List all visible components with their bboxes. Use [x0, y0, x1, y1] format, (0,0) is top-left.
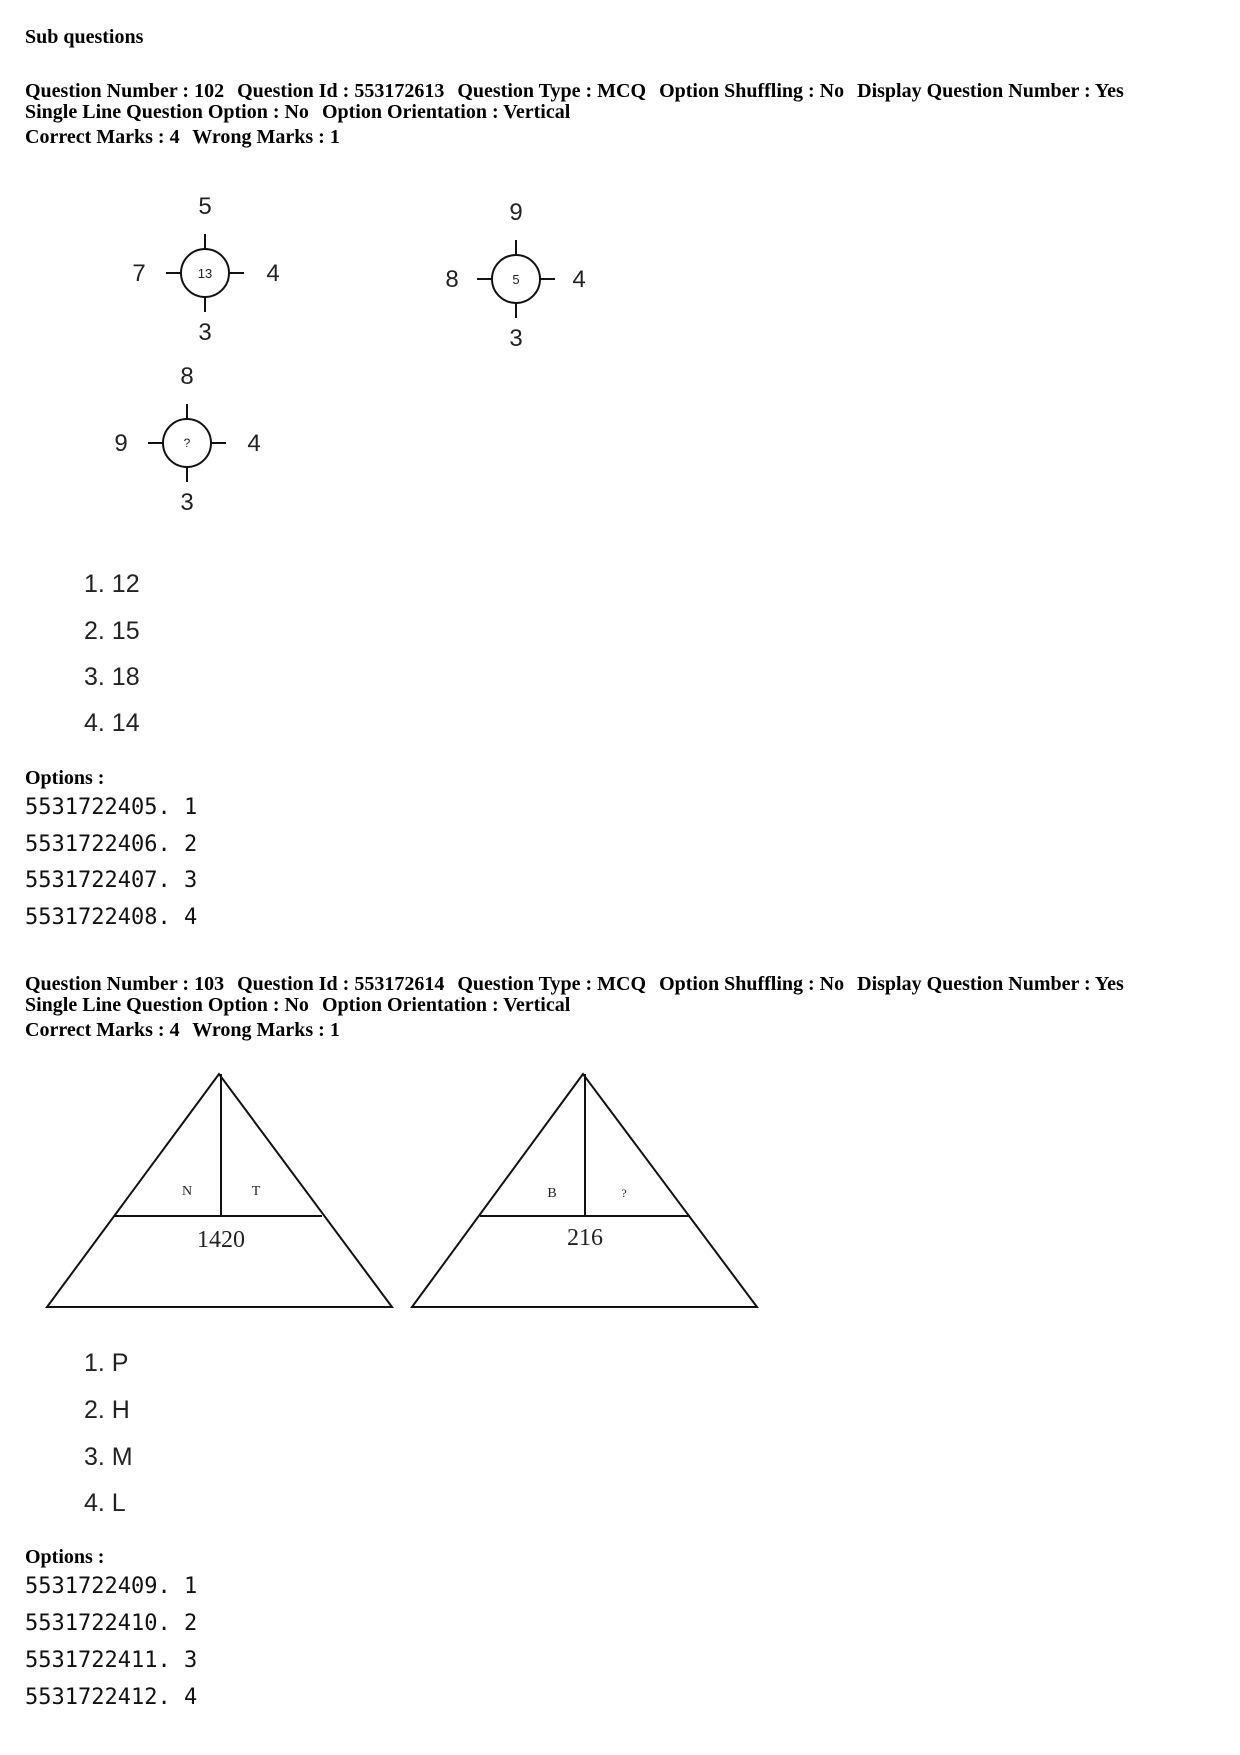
option-shuffling: Option Shuffling : No — [659, 80, 845, 102]
option-orientation: Option Orientation : Vertical — [321, 994, 571, 1016]
triangle-right-letter: ? — [621, 1186, 627, 1200]
question-meta — [25, 974, 1225, 1016]
dial-right-value: 4 — [572, 266, 586, 293]
single-line-question-option: Single Line Question Option : No — [25, 994, 309, 1016]
dial-center-value: ? — [183, 436, 191, 450]
correct-marks: Correct Marks : 4 — [25, 1019, 180, 1041]
dial-bottom-value: 3 — [509, 325, 523, 352]
question-marks — [25, 1019, 340, 1042]
dial-figure — [0, 170, 700, 560]
dial-top-value: 5 — [198, 193, 212, 220]
options-heading: Options : — [25, 1546, 105, 1568]
question-number: Question Number : 103 — [25, 973, 225, 995]
dial-center-value: 13 — [197, 266, 213, 281]
question-type: Question Type : MCQ — [457, 80, 647, 102]
single-line-question-option: Single Line Question Option : No — [25, 101, 309, 123]
question-id: Question Id : 553172614 — [237, 973, 445, 995]
option-line: 5531722409. 1 — [25, 1574, 198, 1599]
question-number: Question Number : 102 — [25, 80, 225, 102]
dial-right-value: 4 — [247, 430, 261, 457]
answer-choice: 3. M — [84, 1443, 133, 1471]
display-question-number: Display Question Number : Yes — [857, 973, 1124, 995]
page-title: Sub questions — [25, 26, 144, 48]
correct-marks: Correct Marks : 4 — [25, 126, 180, 148]
dial-top-value: 9 — [509, 199, 523, 226]
question-meta — [25, 81, 1225, 123]
answer-choice: 2. H — [84, 1396, 130, 1424]
wrong-marks: Wrong Marks : 1 — [192, 1019, 340, 1041]
display-question-number: Display Question Number : Yes — [857, 80, 1124, 102]
triangle-left-letter: B — [547, 1186, 557, 1201]
answer-choice: 1. 12 — [84, 570, 140, 598]
answer-choice: 4. 14 — [84, 709, 140, 737]
triangle-figure — [0, 1060, 800, 1320]
options-heading: Options : — [25, 767, 105, 789]
dial-left-value: 9 — [114, 430, 128, 457]
option-line: 5531722406. 2 — [25, 832, 198, 857]
option-line: 5531722412. 4 — [25, 1685, 198, 1710]
answer-choice: 1. P — [84, 1349, 129, 1377]
dial-top-value: 8 — [180, 363, 194, 390]
triangle-base-value: 216 — [567, 1225, 603, 1251]
dial-left-value: 7 — [132, 260, 146, 287]
question-type: Question Type : MCQ — [457, 973, 647, 995]
answer-choice: 4. L — [84, 1489, 126, 1517]
option-line: 5531722405. 1 — [25, 795, 198, 820]
dial-left-value: 8 — [445, 266, 459, 293]
option-orientation: Option Orientation : Vertical — [321, 101, 571, 123]
option-line: 5531722411. 3 — [25, 1648, 198, 1673]
triangle-right-letter: T — [251, 1184, 261, 1199]
triangle-base-value: 1420 — [197, 1227, 245, 1253]
option-line: 5531722408. 4 — [25, 905, 198, 930]
dial-bottom-value: 3 — [180, 489, 194, 516]
option-line: 5531722407. 3 — [25, 868, 198, 893]
dial-right-value: 4 — [266, 260, 280, 287]
option-shuffling: Option Shuffling : No — [659, 973, 845, 995]
triangle-left-letter: N — [181, 1184, 193, 1199]
dial-center-value: 5 — [512, 272, 520, 287]
option-line: 5531722410. 2 — [25, 1611, 198, 1636]
wrong-marks: Wrong Marks : 1 — [192, 126, 340, 148]
answer-choice: 2. 15 — [84, 617, 140, 645]
triangle-shape — [47, 1074, 392, 1307]
dial-bottom-value: 3 — [198, 319, 212, 346]
question-marks — [25, 126, 340, 149]
question-id: Question Id : 553172613 — [237, 80, 445, 102]
answer-choice: 3. 18 — [84, 663, 140, 691]
